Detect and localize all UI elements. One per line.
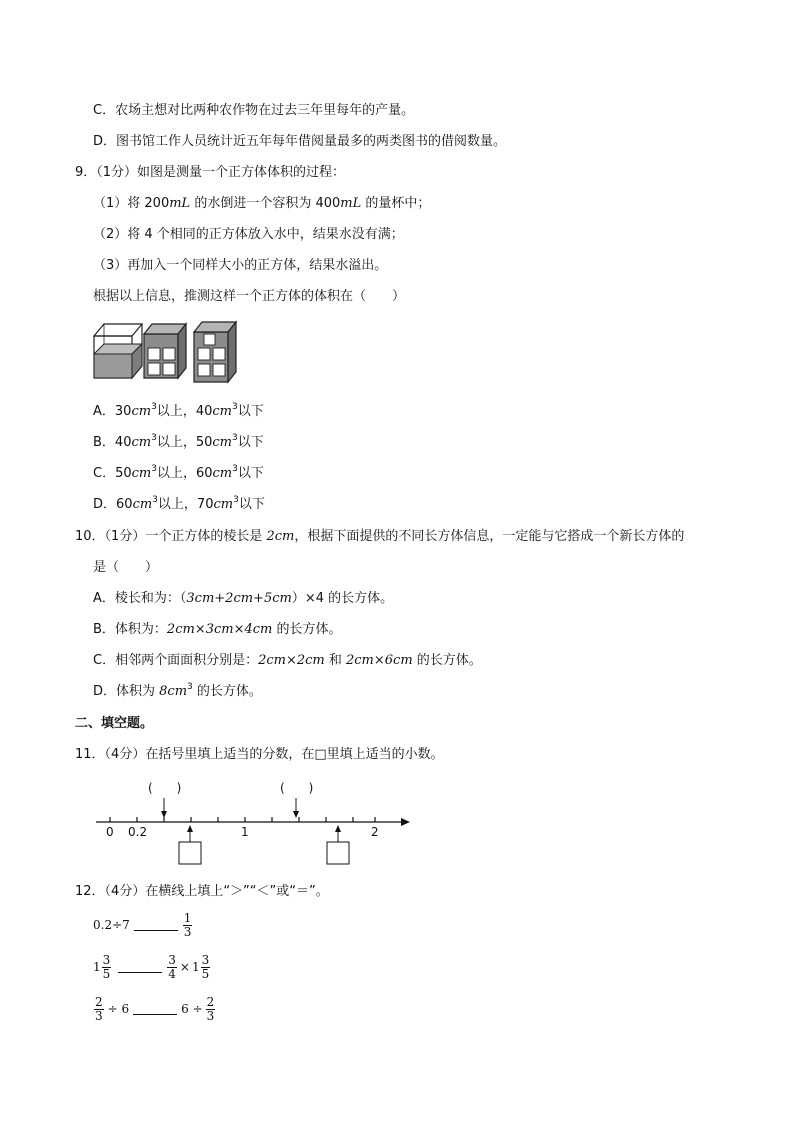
- q11-stem: 11．（4分）在括号里填上适当的分数，在□里填上适当的小数。: [75, 747, 444, 762]
- q9-step2: （2）将 4 个相同的正方体放入水中，结果水没有满；: [93, 227, 404, 242]
- q8-option-c: C．农场主想对比两种农作物在过去三年里每年的产量。: [93, 103, 415, 118]
- cup-with-water: [94, 324, 142, 378]
- paren-blank-1: ( ): [148, 781, 182, 795]
- q9-step1: （1）将 200mL 的水倒进一个容积为 400mL 的量杯中；: [93, 196, 431, 211]
- number-line: [90, 776, 420, 868]
- q9-step3: （3）再加入一个同样大小的正方体，结果水溢出。: [93, 258, 388, 273]
- q10-option-d: D．体积为 $8cm^3$ 的长方体。: [93, 682, 262, 699]
- q10-stem: 10．（1分）一个正方体的棱长是 2cm，根据下面提供的不同长方体信息，一定能与它搭成一个新长方体的: [75, 529, 685, 544]
- section-heading: 二、填空题。: [75, 716, 154, 731]
- q12-row-3: $\frac{2}{3}$ ÷ 6 6 ÷ $\frac{2}{3}$: [95, 994, 215, 1023]
- q9-option-c: C．$50cm^3$以上，$60cm^3$以下: [93, 464, 264, 481]
- tick-label-0: 0: [106, 825, 114, 839]
- q10-option-b: B．体积为：2cm×3cm×4cm 的长方体。: [93, 622, 342, 637]
- fraction: $\frac{1}{3}$: [183, 910, 192, 939]
- q9-stem: 9．（1分）如图是测量一个正方体体积的过程：: [75, 165, 346, 180]
- q12-row-2: 1 $\frac{3}{5}$ $\frac{3}{4}$ × 1 $\frac{3}{5}$: [93, 952, 210, 981]
- q9-option-a: A．$30cm^3$以上，$40cm^3$以下: [93, 402, 264, 419]
- q12-row-1: 0.2÷7 $\frac{1}{3}$: [93, 910, 192, 939]
- q10-option-a: A．棱长和为：（3cm+2cm+5cm）×4 的长方体。: [93, 591, 394, 606]
- tick-label-2: 2: [371, 825, 379, 839]
- q10-stem-cont: 是（ ）: [93, 560, 159, 575]
- q12-stem: 12．（4分）在横线上填上“＞”“＜”或“＝”。: [75, 884, 329, 899]
- paren-blank-2: ( ): [280, 781, 314, 795]
- cup-with-five-cubes: [194, 322, 236, 382]
- q10-option-c: C．相邻两个面面积分别是：2cm×2cm 和 2cm×6cm 的长方体。: [93, 653, 482, 668]
- q8-option-d: D．图书馆工作人员统计近五年每年借阅量最多的两类图书的借阅数量。: [93, 134, 507, 149]
- tick-label-0-2: 0.2: [128, 825, 148, 839]
- q9-option-d: D．$60cm^3$以上，$70cm^3$以下: [93, 495, 265, 512]
- q9-question: 根据以上信息，推测这样一个正方体的体积在（ ）: [93, 289, 406, 304]
- cup-figure: [90, 318, 245, 384]
- q9-option-b: B．$40cm^3$以上，$50cm^3$以下: [93, 433, 264, 450]
- cup-with-four-cubes: [144, 324, 186, 378]
- tick-label-1: 1: [241, 825, 249, 839]
